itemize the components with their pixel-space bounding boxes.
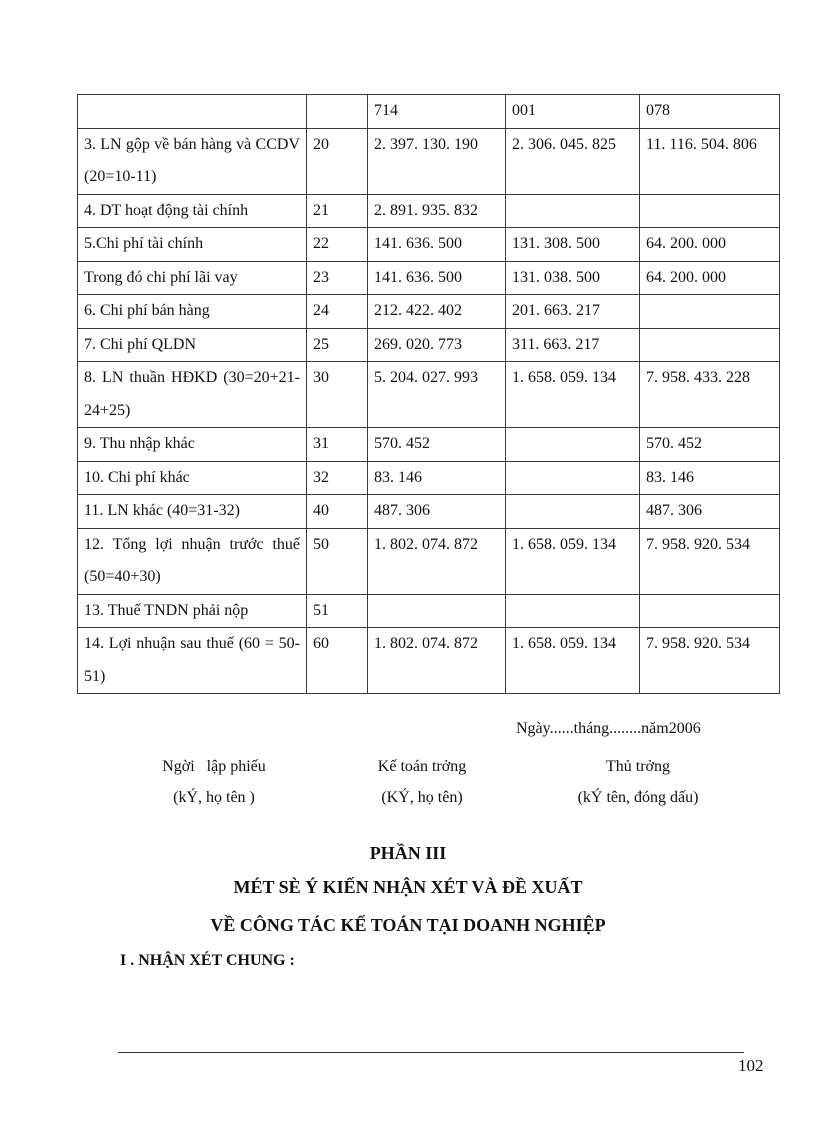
table-row — [78, 194, 780, 228]
value-col-3: 570. 452 — [640, 428, 780, 462]
value-col-1: 2. 397. 130. 190 — [368, 128, 506, 194]
row-code — [307, 95, 368, 129]
value-col-2 — [506, 428, 640, 462]
value-col-2: 311. 663. 217 — [506, 328, 640, 362]
row-label: 5.Chi phí tài chính — [78, 228, 307, 262]
value-col-1: 83. 146 — [368, 461, 506, 495]
value-col-2 — [506, 461, 640, 495]
value-col-3: 078 — [640, 95, 780, 129]
value-col-2: 131. 038. 500 — [506, 261, 640, 295]
value-col-1: 141. 636. 500 — [368, 228, 506, 262]
value-col-3: 64. 200. 000 — [640, 228, 780, 262]
income-statement-table — [77, 94, 780, 694]
value-col-2: 1. 658. 059. 134 — [506, 628, 640, 694]
row-code: 30 — [307, 362, 368, 428]
table-row — [78, 295, 780, 329]
row-code: 32 — [307, 461, 368, 495]
table-body — [78, 95, 780, 694]
row-code: 40 — [307, 495, 368, 529]
value-col-2 — [506, 194, 640, 228]
table-row — [78, 495, 780, 529]
row-code: 24 — [307, 295, 368, 329]
row-code: 22 — [307, 228, 368, 262]
table-row — [78, 594, 780, 628]
table-row — [78, 428, 780, 462]
value-col-2: 001 — [506, 95, 640, 129]
row-label: 14. Lợi nhuận sau thuế (60 = 50-51) — [78, 628, 307, 694]
table-row — [78, 461, 780, 495]
value-col-2 — [506, 594, 640, 628]
row-label: 8. LN thuần HĐKD (30=20+21-24+25) — [78, 362, 307, 428]
value-col-2: 1. 658. 059. 134 — [506, 362, 640, 428]
row-code: 50 — [307, 528, 368, 594]
signature-note: (KÝ, họ tên) — [381, 789, 463, 806]
footer-rule — [118, 1052, 744, 1053]
row-label: 3. LN gộp về bán hàng và CCDV (20=10-11) — [78, 128, 307, 194]
row-label: 6. Chi phí bán hàng — [78, 295, 307, 329]
signature-preparer — [114, 751, 314, 813]
value-col-3 — [640, 328, 780, 362]
row-label: 4. DT hoạt động tài chính — [78, 194, 307, 228]
signature-director — [538, 751, 738, 813]
value-col-3: 7. 958. 920. 534 — [640, 628, 780, 694]
row-label: 9. Thu nhập khác — [78, 428, 307, 462]
value-col-3: 7. 958. 920. 534 — [640, 528, 780, 594]
value-col-3: 64. 200. 000 — [640, 261, 780, 295]
row-code: 31 — [307, 428, 368, 462]
row-label: 11. LN khác (40=31-32) — [78, 495, 307, 529]
value-col-2: 131. 308. 500 — [506, 228, 640, 262]
signature-note: (kÝ, họ tên ) — [173, 789, 255, 806]
row-code: 23 — [307, 261, 368, 295]
heading-line-1: MÉT SÈ Ý KIẾN NHẬN XÉT VÀ ĐỀ XUẤT — [233, 877, 583, 897]
row-code: 20 — [307, 128, 368, 194]
signature-note: (kÝ tên, đóng dấu) — [577, 789, 699, 806]
value-col-1: 1. 802. 074. 872 — [368, 628, 506, 694]
value-col-3: 83. 146 — [640, 461, 780, 495]
value-col-3 — [640, 194, 780, 228]
value-col-3 — [640, 594, 780, 628]
value-col-1: 1. 802. 074. 872 — [368, 528, 506, 594]
value-col-1: 487. 306 — [368, 495, 506, 529]
row-code: 21 — [307, 194, 368, 228]
value-col-1: 714 — [368, 95, 506, 129]
value-col-1: 570. 452 — [368, 428, 506, 462]
table-row — [78, 261, 780, 295]
row-label — [78, 95, 307, 129]
signature-title: Kế toán trởng — [377, 758, 467, 775]
value-col-2: 1. 658. 059. 134 — [506, 528, 640, 594]
row-code: 51 — [307, 594, 368, 628]
value-col-1: 2. 891. 935. 832 — [368, 194, 506, 228]
table-row — [78, 528, 780, 594]
row-label: 10. Chi phí khác — [78, 461, 307, 495]
row-label: Trong đó chi phí lãi vay — [78, 261, 307, 295]
signature-chief-accountant — [322, 751, 522, 813]
row-label: 12. Tổng lợi nhuận trước thuế (50=40+30) — [78, 528, 307, 594]
heading-line-2: VỀ CÔNG TÁC KẾ TOÁN TẠI DOANH NGHIỆP — [210, 915, 606, 935]
value-col-3: 7. 958. 433. 228 — [640, 362, 780, 428]
page-number: 102 — [738, 1056, 764, 1075]
table-row — [78, 628, 780, 694]
value-col-1: 269. 020. 773 — [368, 328, 506, 362]
row-label: 13. Thuế TNDN phải nộp — [78, 594, 307, 628]
value-col-3 — [640, 295, 780, 329]
row-code: 60 — [307, 628, 368, 694]
value-col-1: 212. 422. 402 — [368, 295, 506, 329]
section-title: I . NHẬN XÉT CHUNG : — [120, 952, 295, 969]
value-col-2: 201. 663. 217 — [506, 295, 640, 329]
row-code: 25 — [307, 328, 368, 362]
signature-title: Thủ trởng — [605, 758, 670, 775]
table-row — [78, 228, 780, 262]
row-label: 7. Chi phí QLDN — [78, 328, 307, 362]
table-row — [78, 362, 780, 428]
value-col-3: 11. 116. 504. 806 — [640, 128, 780, 194]
value-col-1: 141. 636. 500 — [368, 261, 506, 295]
table-row — [78, 328, 780, 362]
part-title: PHẦN III — [369, 843, 447, 863]
value-col-1 — [368, 594, 506, 628]
table-row — [78, 95, 780, 129]
value-col-3: 487. 306 — [640, 495, 780, 529]
table-row — [78, 128, 780, 194]
value-col-2: 2. 306. 045. 825 — [506, 128, 640, 194]
date-line: Ngày......tháng........năm2006 — [516, 720, 701, 737]
signature-title: Ngời lập phiếu — [162, 758, 266, 775]
value-col-1: 5. 204. 027. 993 — [368, 362, 506, 428]
value-col-2 — [506, 495, 640, 529]
